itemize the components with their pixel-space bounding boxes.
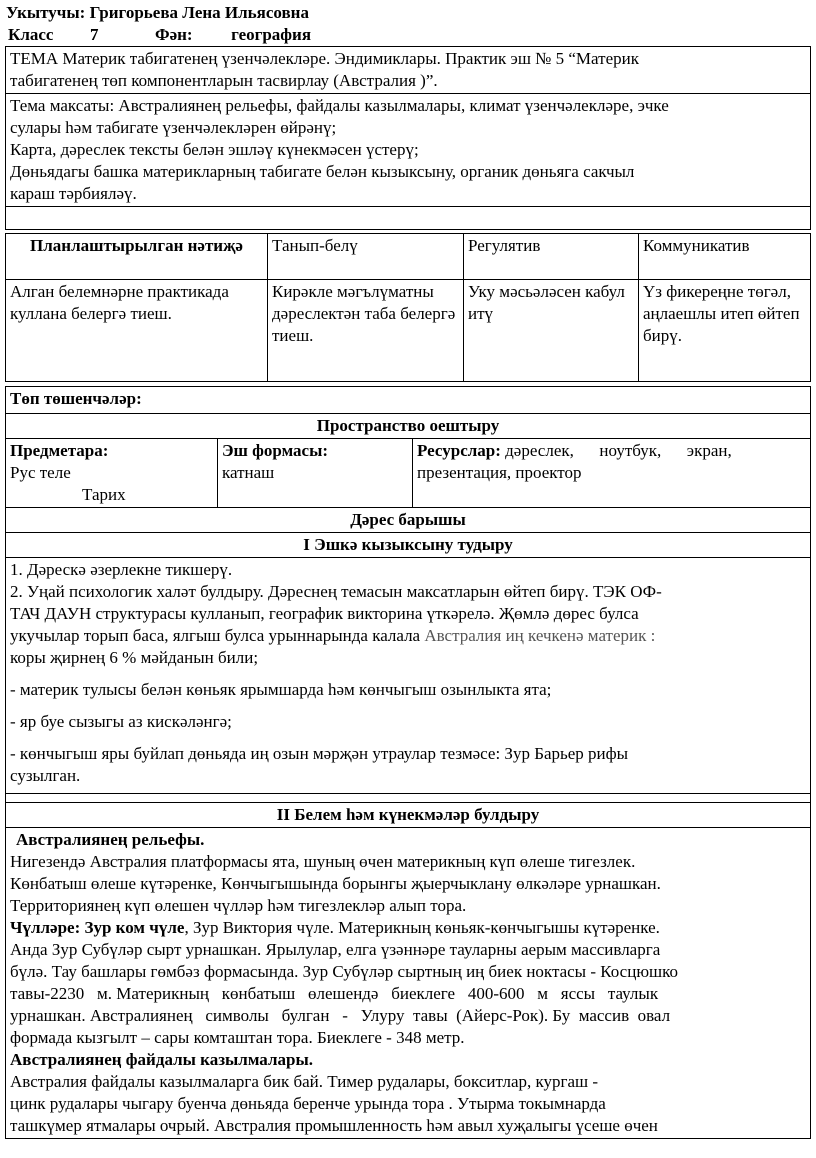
- stage1-item-2-line-4: коры җирнең 6 % мәйданын били;: [10, 648, 259, 667]
- deserts-line-1: Чүлләре: Зур ком чүле, Зур Виктория чүле. Материкның көньяк-көнчыгышы күтәренке.: [10, 918, 660, 937]
- aims-line-3: Карта, дәреслек тексты белән эшләү күнекмәсен үстерү;: [10, 140, 419, 159]
- teacher-label: Укытучы:: [6, 3, 86, 22]
- aims-cell: [6, 94, 811, 207]
- subject-value: география: [231, 25, 312, 44]
- subjects-item-2: Тарих: [82, 485, 126, 504]
- deserts-bold: Чүлләре: Зур ком чүле: [10, 918, 185, 937]
- topic-line-2: табигатенең төп компонентларын тасвирлау (Австралия )”.: [10, 71, 438, 90]
- stage1-bullet-2: - яр буе сызыгы аз кискәләнгә;: [10, 712, 232, 731]
- relief-line-1: Нигезендә Австралия платформасы ята, шуның өчен материкның күп өлеше тигезлек.: [10, 852, 636, 871]
- lesson-flow-label: Дәрес барышы: [6, 508, 811, 533]
- results-header-regulative: Регулятив: [464, 234, 639, 280]
- minerals-line-3: ташкүмер ятмалары очрый. Австралия промышленность һәм авыл хуҗалыгы үсеше өчен: [10, 1116, 658, 1135]
- deserts-line-5: урнашкан. Австралиянең символы булган - Улуру тавы (Айерс-Рок). Бу массив овал: [10, 1006, 671, 1025]
- results-cell-regulative: Уку мәсьәләсен кабул итү: [464, 280, 639, 382]
- results-header-planned: Планлаштырылган нәтиҗә: [6, 234, 268, 280]
- stage1-item-2-gray: Австралия иң кечкенә материк :: [424, 626, 656, 645]
- minerals-line-1: Австралия файдалы казылмаларга бик бай. Тимер рудалары, бокситлар, кургаш -: [10, 1072, 599, 1091]
- subjects-cell: [6, 439, 218, 508]
- deserts-line-2: Анда Зур Субүләр сырт урнашкан. Ярылулар, елга үзәннәре тауларны аерым массивларга: [10, 940, 661, 959]
- stage1-bullet-3-cont: сузылган.: [10, 766, 81, 785]
- class-value: 7: [89, 25, 99, 44]
- empty-row: [6, 207, 811, 230]
- class-line: [8, 24, 311, 46]
- teacher-line: [6, 2, 309, 24]
- stage2-title: II Белем һәм күнекмәләр булдыру: [6, 803, 811, 828]
- spacer-row: [6, 794, 811, 803]
- topic-table: [5, 46, 811, 230]
- resources-cell: [413, 439, 811, 508]
- resources-value-2: презентация, проектор: [417, 463, 582, 482]
- stage1-item-2-line-2: ТАЧ ДАУН структурасы кулланып, географик викторина үткәрелә. Җөмлә дөрес булса: [10, 604, 639, 623]
- stage1-item-2-line-3: укучылар торып баса, ялгыш булса урыннарында калала Австралия иң кечкенә материк :: [10, 626, 656, 645]
- work-form-label: Эш формасы:: [222, 441, 329, 460]
- topic-cell: [6, 47, 811, 94]
- stage1-bullet-1: - материк тулысы белән көньяк ярымшарда һәм көнчыгыш озынлыкта ята;: [10, 680, 552, 699]
- concepts-label: Төп төшенчәләр:: [6, 387, 811, 414]
- stage1-body: [6, 558, 811, 794]
- teacher-name: Григорьева Лена Ильясовна: [89, 3, 309, 22]
- results-table: [5, 233, 811, 382]
- stage2-body: [6, 828, 811, 1139]
- deserts-line-6: формада кызгылт – сары комташтан тора. Биеклеге - 348 метр.: [10, 1028, 465, 1047]
- resources-label: Ресурслар:: [417, 441, 501, 460]
- deserts-line-4: тавы-2230 м. Материкның көнбатыш өлешендә биеклеге 400-600 м яссы таулык: [10, 984, 659, 1003]
- relief-title: Австралиянең рельефы.: [16, 830, 205, 849]
- stage1-title: I Эшкә кызыксыну тудыру: [6, 533, 811, 558]
- subjects-label: Предметара:: [10, 441, 109, 460]
- resources-value: дәреслек, ноутбук, экран,: [505, 441, 732, 460]
- relief-line-2: Көнбатыш өлеше күтәренке, Көнчыгышында борынгы җыерчыклану өлкәләре урнашкан.: [10, 874, 661, 893]
- work-form-value: катнаш: [222, 463, 275, 482]
- work-form-cell: [218, 439, 413, 508]
- stage1-bullet-3: - көнчыгыш яры буйлап дөньяда иң озын мәрҗән утраулар тезмәсе: Зур Барьер рифы: [10, 744, 629, 763]
- space-label: Пространство оештыру: [6, 414, 811, 439]
- stage1-item-1: 1. Дәрескә әзерлекне тикшерү.: [10, 560, 233, 579]
- results-header-communicative: Коммуникатив: [639, 234, 811, 280]
- topic-line-1: ТЕМА Материк табигатенең үзенчәлекләре. Эндимиклары. Практик эш № 5 “Материк: [10, 49, 639, 68]
- subject-label: Фән:: [154, 25, 193, 44]
- stage1-item-2-line-1: 2. Уңай психологик халәт булдыру. Дәреснең темасын максатларын өйтеп бирү. ТЭК ОФ-: [10, 582, 662, 601]
- organization-table: [5, 386, 811, 1139]
- minerals-line-2: цинк рудалары чыгару буенча дөньяда беренче урында тора . Утырма токымнарда: [10, 1094, 606, 1113]
- aims-line-4: Дөньядагы башка материкларның табигате белән кызыксыну, органик дөньяга сакчыл: [10, 162, 635, 181]
- aims-line-5: караш тәрбияләү.: [10, 184, 137, 203]
- minerals-title: Австралиянең файдалы казылмалары.: [10, 1050, 313, 1069]
- class-label: Класс: [8, 25, 54, 44]
- subjects-item-1: Рус теле: [10, 463, 71, 482]
- aims-line-2: сулары һәм табигате үзенчәлекләрен өйрәнү;: [10, 118, 337, 137]
- results-header-cognitive: Танып-белү: [268, 234, 464, 280]
- results-cell-planned: Алган белемнәрне практикада куллана белергә тиеш.: [6, 280, 268, 382]
- relief-line-3: Территориянең күп өлешен чүлләр һәм тигезлекләр алып тора.: [10, 896, 467, 915]
- results-cell-cognitive: Кирәкле мәгълүматны дәреслектән таба белергә тиеш.: [268, 280, 464, 382]
- results-cell-communicative: Үз фикереңне төгәл, аңлаешлы итеп өйтеп бирү.: [639, 280, 811, 382]
- deserts-line-3: бүлә. Тау башлары гөмбәз формасында. Зур Субүләр сыртның иң биек ноктасы - Косцюшко: [10, 962, 679, 981]
- aims-line-1: Тема максаты: Австралиянең рельефы, файдалы казылмалары, климат үзенчәлекләре, эчке: [10, 96, 669, 115]
